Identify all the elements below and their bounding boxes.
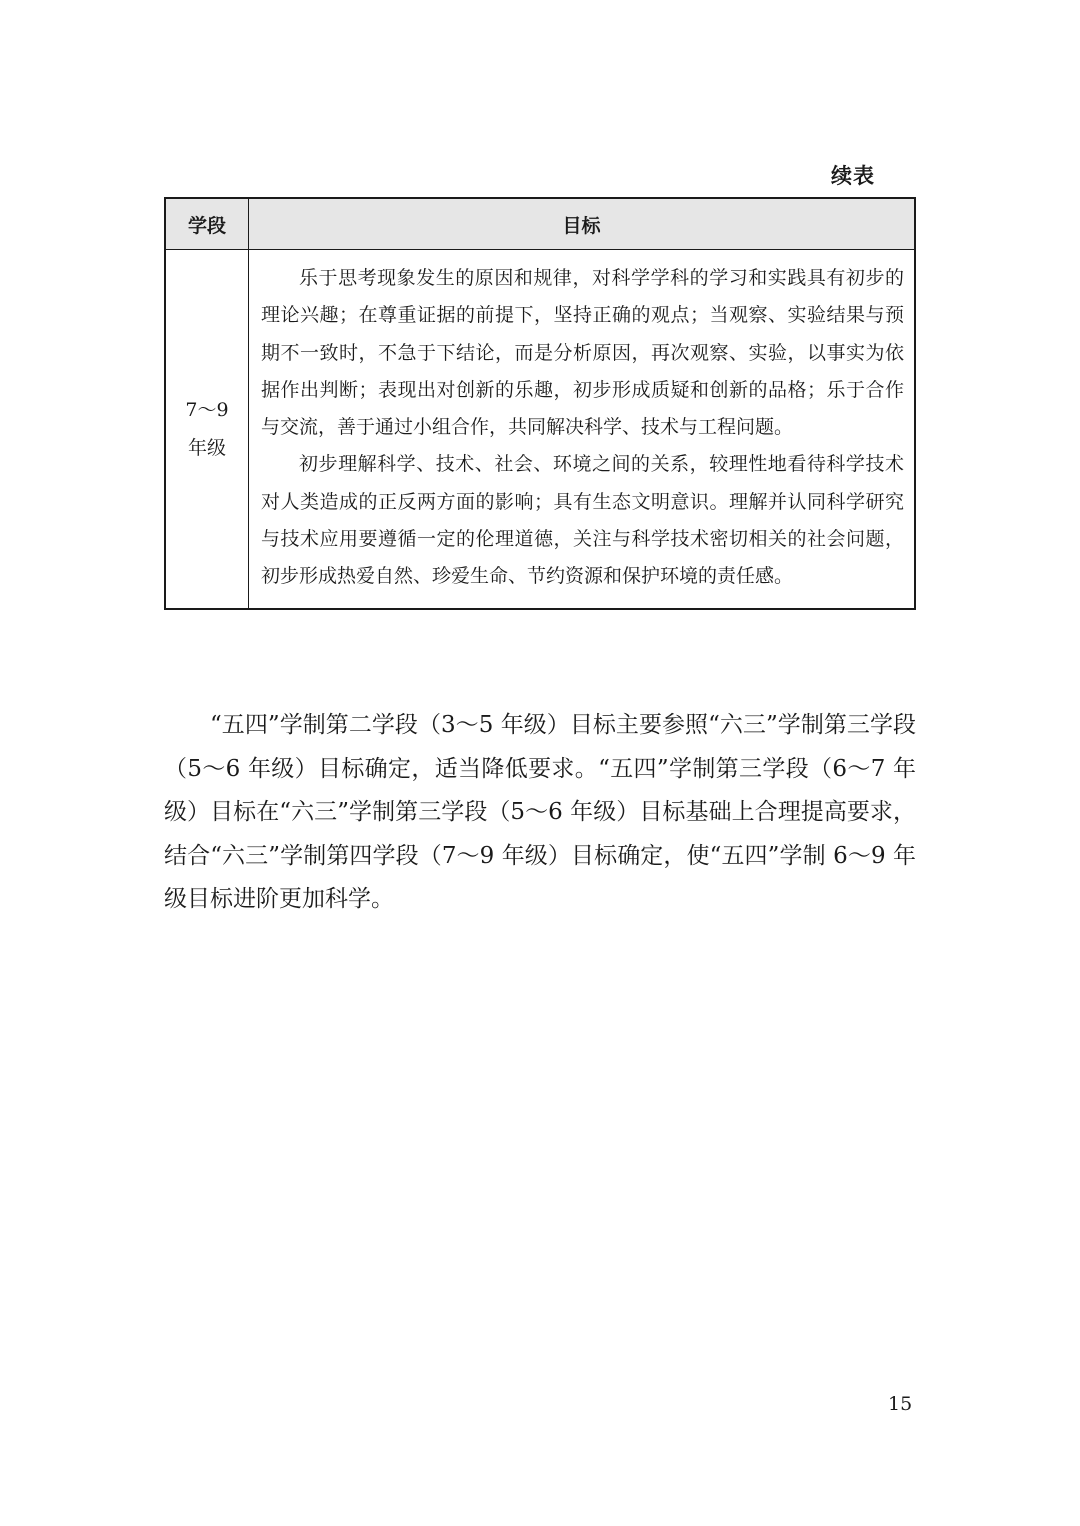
goal-table [164, 197, 916, 610]
continued-table-label: 续表 [831, 164, 875, 188]
table-row [165, 250, 915, 609]
header-stage: 学段 [165, 198, 249, 250]
stage-grade-range: 7～9 [185, 398, 229, 421]
header-goal: 目标 [249, 198, 916, 250]
table-header-row [165, 198, 915, 250]
stage-cell [165, 250, 249, 609]
goal-paragraph-2: 初步理解科学、技术、社会、环境之间的关系，较理性地看待科学技术对人类造成的正反两方面的影响；具有生态文明意识。理解并认同科学研究与技术应用要遵循一定的伦理道德，关注与科学技术密切相关的社会问题，初步形成热爱自然、珍爱生命、节约资源和保护环境的责任感。 [261, 453, 904, 588]
goal-cell [249, 250, 916, 609]
page-number: 15 [888, 1393, 913, 1415]
stage-grade-label: 年级 [187, 436, 226, 459]
goal-paragraph-1: 乐于思考现象发生的原因和规律，对科学学科的学习和实践具有初步的理论兴趣；在尊重证据的前提下，坚持正确的观点；当观察、实验结果与预期不一致时，不急于下结论，而是分析原因，再次观察、实验，以事实为依据作出判断；表现出对创新的乐趣，初步形成质疑和创新的品格；乐于合作与交流，善于通过小组合作，共同解决科学、技术与工程问题。 [261, 267, 904, 439]
body-paragraph: “五四”学制第二学段（3～5 年级）目标主要参照“六三”学制第三学段（5～6 年级）目标确定，适当降低要求。“五四”学制第三学段（6～7 年级）目标在“六三”学制第三学段（5～6 年级）目标基础上合理提高要求，结合“六三”学制第四学段（7～9 年级）目标确定，使“五四”学制 6～9 年级目标进阶更加科学。 [164, 712, 916, 912]
